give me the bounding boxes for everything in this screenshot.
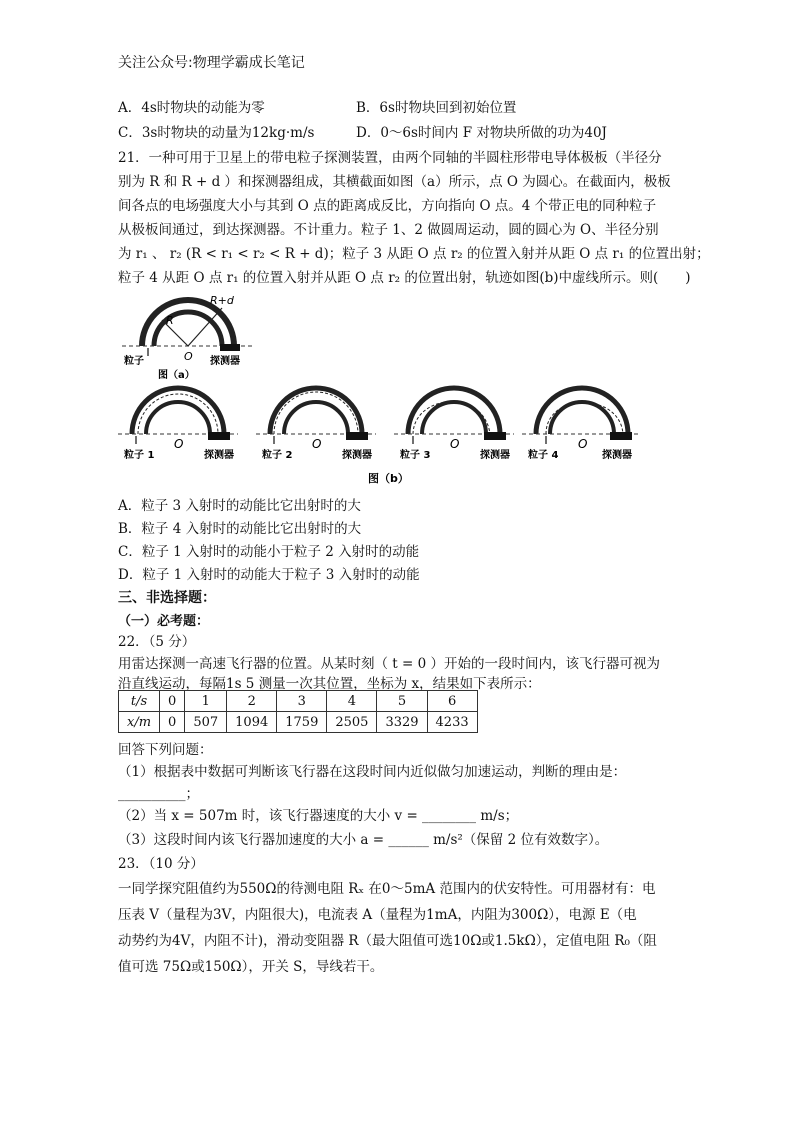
inner-plate: [154, 312, 222, 346]
diagram-particle-3: [394, 388, 514, 461]
label-o: O: [184, 350, 193, 363]
table-row-x: [119, 712, 478, 733]
q21-option-a: A．粒子 3 入射时的动能比它出射时的大: [118, 498, 361, 514]
q21-line-6: 粒子 4 从距 O 点 r₁ 的位置入射并从距 O 点 r₂ 的位置出射，轨迹如图(b)中虚线所示。则( ): [118, 270, 691, 286]
position-table: [118, 690, 478, 733]
diagram-1-detector: 探测器: [204, 450, 234, 461]
table-cell: 1: [185, 691, 227, 712]
table-cell: 1094: [227, 712, 277, 733]
diagram-3-detector: 探测器: [480, 450, 510, 461]
q22-sub-2: （2）当 x = 507m 时，该飞行器速度的大小 v = ________ m/s；: [118, 808, 519, 824]
diagram-1-label: 粒子 1: [124, 450, 155, 461]
table-cell: 2505: [327, 712, 377, 733]
table-cell: 0: [160, 712, 185, 733]
table-cell: 5: [377, 691, 427, 712]
label-particle: 粒子: [124, 356, 144, 367]
diagram-particle-2: [256, 388, 376, 461]
page-header: 关注公众号:物理学霸成长笔记: [118, 55, 305, 71]
table-cell: 6: [427, 691, 477, 712]
section-subtitle: （一）必考题：: [118, 614, 210, 629]
q21-line-1: 21．一种可用于卫星上的带电粒子探测装置，由两个同轴的半圆柱形带电导体极板（半径分: [118, 150, 662, 166]
q21-line-5: 为 r₁ 、 r₂ (R < r₁ < r₂ < R + d)；粒子 3 从距 O 点 r₂ 的位置入射并从距 O 点 r₁ 的位置出射；: [118, 246, 710, 262]
table-header-t: t/s: [119, 691, 160, 712]
caption-a: 图（a）: [158, 370, 195, 380]
diagram-particle-1: [118, 388, 238, 461]
q22-line-1: 用雷达探测一高速飞行器的位置。从某时刻（ t = 0 ）开始的一段时间内，该飞行器可视为: [118, 656, 660, 672]
q23-heading: 23．（10 分）: [118, 856, 204, 872]
section-title: 三、非选择题：: [118, 590, 216, 606]
q22-answer-prompt: 回答下列问题：: [118, 742, 213, 758]
table-cell: 3329: [377, 712, 427, 733]
table-header-x: x/m: [119, 712, 160, 733]
diagram-2-detector: 探测器: [342, 450, 372, 461]
figure-a: [118, 290, 258, 380]
q21-line-3: 间各点的电场强度大小与其到 O 点的距离成反比，方向指向 O 点。4 个带正电的同种粒子: [118, 198, 657, 214]
q21-option-c: C．粒子 1 入射时的动能小于粒子 2 入射时的动能: [118, 544, 420, 560]
q22-sub-1: （1）根据表中数据可判断该飞行器在这段时间内近似做匀加速运动，判断的理由是：: [118, 764, 627, 780]
diagram-1-o: O: [174, 437, 184, 451]
diagram-particle-4: [522, 388, 638, 461]
q23-line-1: 一同学探究阻值约为550Ω的待测电阻 Rₓ 在0～5mA 范围内的伏安特性。可用器材有：电: [118, 881, 656, 897]
q21-line-4: 从极板间通过，到达探测器。不计重力。粒子 1、2 做圆周运动，圆的圆心为 O、半径分别: [118, 222, 659, 238]
q22-sub-1-blank: __________；: [118, 786, 199, 802]
diagram-4-detector: 探测器: [602, 450, 632, 461]
detector-block: [220, 344, 240, 351]
q21-option-b: B．粒子 4 入射时的动能比它出射时的大: [118, 521, 362, 537]
q23-line-4: 值可选 75Ω或150Ω），开关 S，导线若干。: [118, 959, 384, 975]
table-cell: 4: [327, 691, 377, 712]
table-row-t: [119, 691, 478, 712]
caption-b: 图（b）: [368, 472, 409, 485]
q20-option-c: C．3s时物块的动量为12kg·m/s: [118, 125, 315, 141]
q23-line-3: 动势约为4V，内阻不计)，滑动变阻器 R（最大阻值可选10Ω或1.5kΩ），定值电阻 R₀（阻: [118, 933, 657, 949]
table-cell: 507: [185, 712, 227, 733]
q20-option-a: A．4s时物块的动能为零: [118, 100, 265, 116]
diagram-3-label: 粒子 3: [400, 450, 431, 461]
label-r-plus-d: R+d: [210, 294, 234, 307]
q21-line-2: 别为 R 和 R + d ）和探测器组成，其横截面如图（a）所示，点 O 为圆心。在截面内，极板: [118, 174, 671, 190]
diagram-2-label: 粒子 2: [262, 450, 293, 461]
q22-sub-3: （3）这段时间内该飞行器加速度的大小 a = ______ m/s²（保留 2 位有效数字）。: [118, 832, 609, 848]
q20-option-d: D．0～6s时间内 F 对物块所做的功为40J: [356, 125, 607, 141]
diagram-2-o: O: [312, 437, 322, 451]
q23-line-2: 压表 V（量程为3V，内阻很大)，电流表 A（量程为1mA，内阻为300Ω），电源 E（电: [118, 907, 637, 923]
table-cell: 1759: [277, 712, 327, 733]
q20-option-b: B．6s时物块回到初始位置: [356, 100, 517, 116]
q21-option-d: D．粒子 1 入射时的动能大于粒子 3 入射时的动能: [118, 567, 420, 583]
diagram-3-o: O: [450, 437, 460, 451]
table-cell: 0: [160, 691, 185, 712]
q22-heading: 22．（5 分）: [118, 634, 196, 650]
diagram-4-label: 粒子 4: [528, 450, 559, 461]
table-cell: 2: [227, 691, 277, 712]
diagram-4-o: O: [578, 437, 588, 451]
table-cell: 4233: [427, 712, 477, 733]
figure-b: [118, 384, 638, 490]
table-cell: 3: [277, 691, 327, 712]
label-detector: 探测器: [210, 356, 240, 367]
q22-line-2: 沿直线运动，每隔1s 5 测量一次其位置，坐标为 x，结果如下表所示：: [118, 676, 541, 692]
label-r: R: [166, 314, 174, 327]
